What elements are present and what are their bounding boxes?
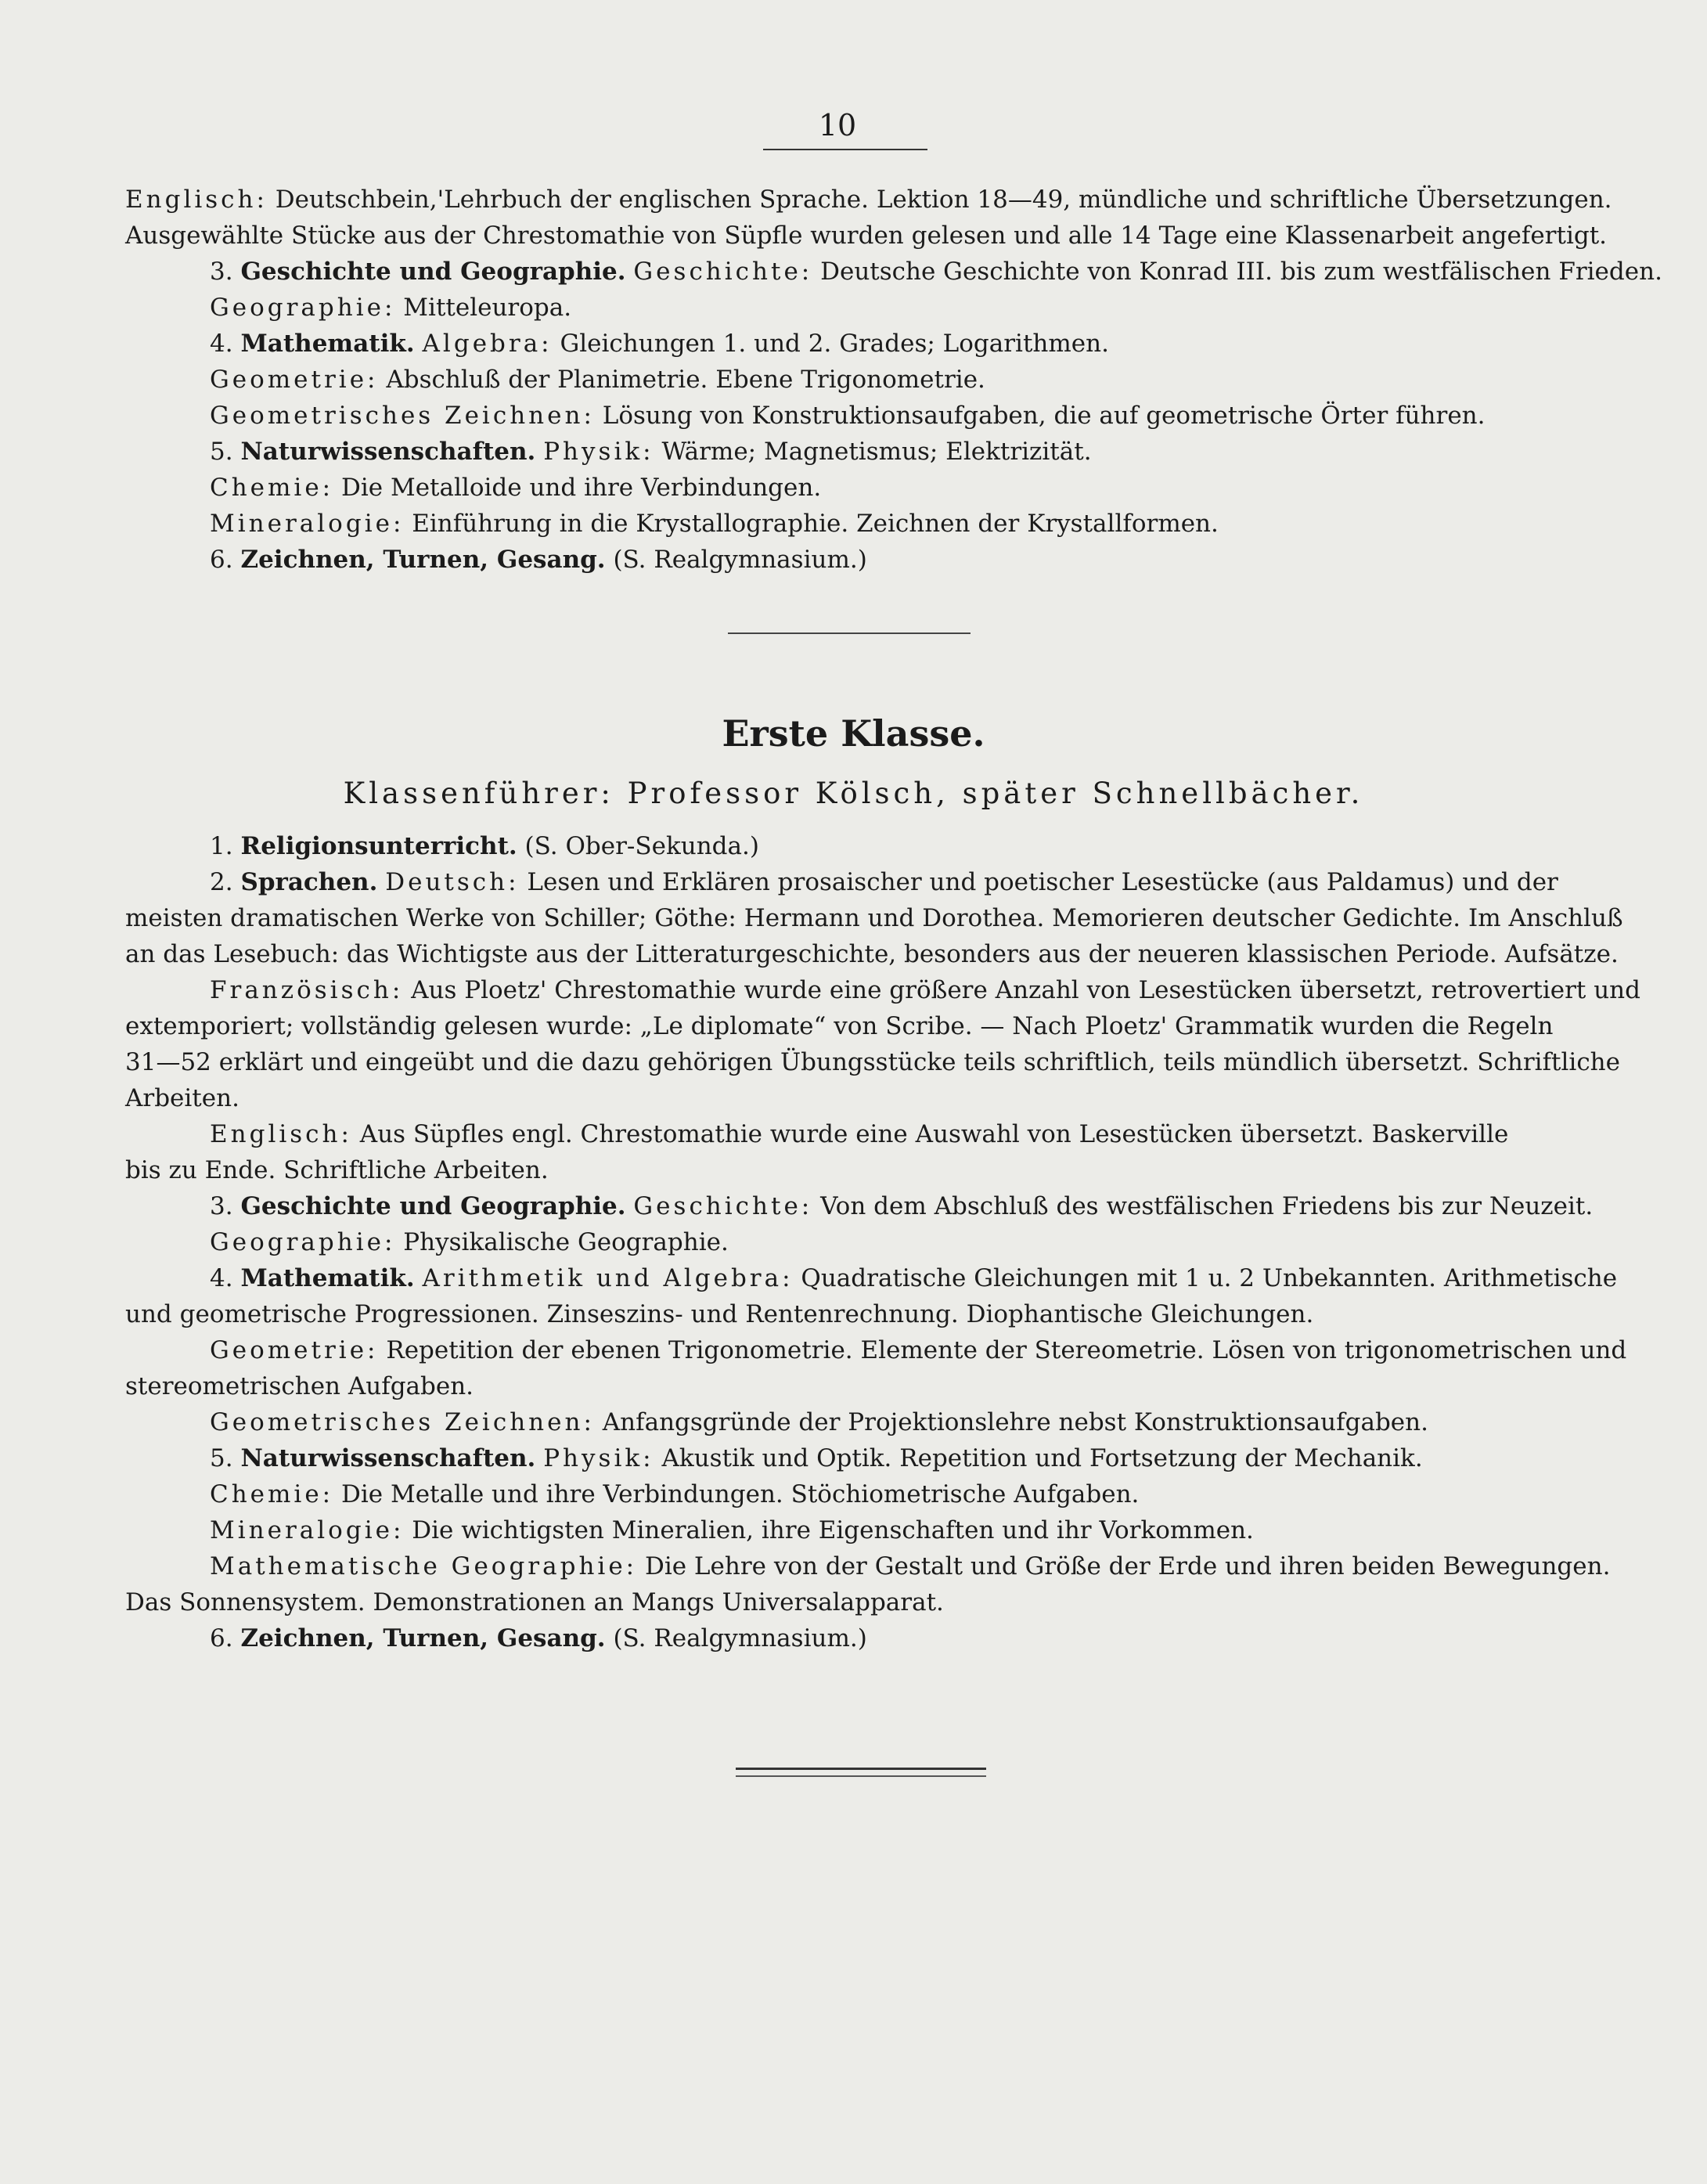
text-segment: Deutschbein,'Lehrbuch der englischen Sprache. Lektion 18—49, mündliche und schriftliche Übersetzungen.: [267, 186, 1612, 214]
topic-label: Geometrisches Zeichnen:: [210, 402, 595, 430]
text-line: [125, 1548, 1611, 1584]
text-segment: Einführung in die Krystallographie. Zeichnen der Krystallformen.: [404, 510, 1219, 538]
text-segment: [377, 868, 385, 896]
text-line: [125, 1008, 1577, 1044]
text-line: [125, 864, 1577, 900]
topic-label: Algebra:: [422, 330, 553, 358]
text-segment: Physikalische Geographie.: [395, 1228, 729, 1256]
text-segment: 4.: [210, 1264, 241, 1292]
topic-label: Physik:: [543, 438, 654, 466]
text-segment: Das Sonnensystem. Demonstrationen an Mangs Universalapparat.: [125, 1588, 944, 1616]
text-line: [125, 398, 1577, 434]
topic-label: Geographie:: [210, 294, 396, 322]
text-line: [125, 1620, 1577, 1656]
text-line: [125, 542, 1577, 578]
topic-label: Physik:: [543, 1444, 654, 1472]
text-line: [125, 1044, 1620, 1080]
text-segment: 5.: [210, 1444, 241, 1472]
text-line: [125, 362, 1577, 398]
text-line: [125, 972, 1640, 1008]
text-segment: Quadratische Gleichungen mit 1 u. 2 Unbekannten. Arithmetische: [793, 1264, 1618, 1292]
text-segment: Mitteleuropa.: [395, 294, 572, 322]
text-segment: und geometrische Progressionen. Zinseszins- und Rentenrechnung. Diophantische Gleichungen.: [125, 1300, 1314, 1328]
text-segment: 31—52 erklärt und eingeübt und die dazu gehörigen Übungsstücke teils schriftlich, teils mündlich übersetzt. Schriftliche: [125, 1048, 1620, 1076]
text-line: [125, 900, 1623, 936]
topic-label: Chemie:: [210, 1480, 334, 1508]
text-segment: Aus Ploetz' Chrestomathie wurde eine größere Anzahl von Lesestücken übersetzt, retrovertiert und: [403, 976, 1640, 1004]
page-number: 10: [818, 108, 857, 142]
text-line: [125, 1368, 1577, 1404]
text-segment: 6.: [210, 1624, 241, 1652]
text-line: [125, 1476, 1577, 1512]
text-segment: (S. Realgymnasium.): [605, 546, 867, 574]
text-line: [125, 936, 1619, 972]
text-line: [125, 254, 1662, 290]
text-line: [125, 1440, 1577, 1476]
text-segment: extemporiert; vollständig gelesen wurde: „Le diplomate“ von Scribe. — Nach Ploetz' Grammatik wurden die Regeln: [125, 1012, 1554, 1040]
text-line: [125, 1080, 1577, 1116]
text-segment: 4.: [210, 330, 241, 358]
text-segment: Lesen und Erklären prosaischer und poetischer Lesestücke (aus Paldamus) und der: [519, 868, 1558, 896]
topic-label: Arithmetik und Algebra:: [422, 1264, 794, 1292]
topic-label: Mineralogie:: [210, 510, 405, 538]
subject-heading: Geschichte und Geographie.: [240, 258, 626, 286]
text-segment: Wärme; Magnetismus; Elektrizität.: [654, 438, 1092, 466]
text-line: [125, 1188, 1594, 1224]
text-line: [125, 1584, 1577, 1620]
text-segment: 3.: [210, 258, 241, 286]
topic-label: Englisch:: [125, 186, 268, 214]
bottom-section-text: [125, 828, 1640, 1656]
topic-label: Mathematische Geographie:: [210, 1552, 638, 1580]
topic-label: Geographie:: [210, 1228, 396, 1256]
text-segment: [535, 438, 543, 466]
section-subheading: Klassenführer: Professor Kölsch, später Schnellbächer.: [343, 777, 1364, 810]
text-segment: Gleichungen 1. und 2. Grades; Logarithmen.: [552, 330, 1109, 358]
text-segment: stereometrischen Aufgaben.: [125, 1372, 474, 1400]
topic-label: Geometrie:: [210, 366, 379, 394]
text-segment: Die Metalloide und ihre Verbindungen.: [333, 474, 822, 502]
text-segment: [626, 1192, 634, 1220]
section-divider: [728, 632, 971, 634]
text-line: [125, 1512, 1577, 1548]
text-line: [125, 218, 1608, 254]
text-line: [125, 434, 1577, 470]
end-rule-second: [736, 1775, 986, 1777]
page-number-rule: [763, 149, 927, 150]
subject-heading: Zeichnen, Turnen, Gesang.: [240, 1624, 606, 1652]
topic-label: Englisch:: [210, 1120, 352, 1148]
topic-label: Chemie:: [210, 474, 334, 502]
topic-label: Geschichte:: [633, 1192, 813, 1220]
text-segment: Die Metalle und ihre Verbindungen. Stöchiometrische Aufgaben.: [333, 1480, 1140, 1508]
topic-label: Geometrie:: [210, 1336, 379, 1364]
text-line: [125, 1260, 1618, 1296]
topic-label: Französisch:: [210, 976, 404, 1004]
subject-heading: Naturwissenschaften.: [240, 438, 536, 466]
text-segment: [415, 330, 423, 358]
text-segment: Akustik und Optik. Repetition und Fortsetzung der Mechanik.: [654, 1444, 1423, 1472]
text-segment: Von dem Abschluß des westfälischen Friedens bis zur Neuzeit.: [812, 1192, 1594, 1220]
text-line: [125, 1296, 1577, 1332]
text-segment: Repetition der ebenen Trigonometrie. Elemente der Stereometrie. Lösen von trigonometrischen und: [378, 1336, 1627, 1364]
topic-label: Geometrisches Zeichnen:: [210, 1408, 595, 1436]
subject-heading: Zeichnen, Turnen, Gesang.: [240, 546, 606, 574]
subject-heading: Mathematik.: [240, 1264, 415, 1292]
text-line: [125, 290, 1577, 326]
text-segment: Aus Süpfles engl. Chrestomathie wurde eine Auswahl von Lesestücken übersetzt. Baskerville: [351, 1120, 1509, 1148]
text-line: [125, 1152, 1577, 1188]
subject-heading: Geschichte und Geographie.: [240, 1192, 626, 1220]
text-segment: Ausgewählte Stücke aus der Chrestomathie von Süpfle wurden gelesen und alle 14 Tage eine Klassenarbeit angefertigt.: [125, 222, 1608, 250]
text-segment: (S. Realgymnasium.): [605, 1624, 867, 1652]
text-segment: an das Lesebuch: das Wichtigste aus der Litteraturgeschichte, besonders aus der neueren klassischen Periode. Aufsätze.: [125, 940, 1619, 968]
text-segment: 3.: [210, 1192, 241, 1220]
text-segment: [415, 1264, 423, 1292]
section-heading: Erste Klasse.: [722, 712, 985, 755]
topic-label: Deutsch:: [385, 868, 520, 896]
text-line: [125, 470, 1577, 506]
text-segment: Die wichtigsten Mineralien, ihre Eigenschaften und ihr Vorkommen.: [404, 1516, 1254, 1544]
text-line: [125, 1224, 1577, 1260]
text-line: [125, 828, 1577, 864]
text-segment: meisten dramatischen Werke von Schiller; Göthe: Hermann und Dorothea. Memorieren deutscher Gedichte. Im Anschluß: [125, 904, 1623, 932]
topic-label: Geschichte:: [633, 258, 813, 286]
topic-label: Mineralogie:: [210, 1516, 405, 1544]
text-segment: [535, 1444, 543, 1472]
text-segment: bis zu Ende. Schriftliche Arbeiten.: [125, 1156, 549, 1184]
text-segment: Deutsche Geschichte von Konrad III. bis zum westfälischen Frieden.: [812, 258, 1662, 286]
text-line: [125, 1332, 1627, 1368]
text-segment: 6.: [210, 546, 241, 574]
text-segment: 2.: [210, 868, 241, 896]
subject-heading: Religionsunterricht.: [240, 832, 517, 860]
text-line: [125, 326, 1577, 362]
subject-heading: Naturwissenschaften.: [240, 1444, 536, 1472]
text-segment: [626, 258, 634, 286]
text-line: [125, 506, 1577, 542]
subject-heading: Sprachen.: [240, 868, 378, 896]
text-segment: Die Lehre von der Gestalt und Größe der Erde und ihren beiden Bewegungen.: [637, 1552, 1611, 1580]
text-segment: Abschluß der Planimetrie. Ebene Trigonometrie.: [378, 366, 985, 394]
end-rule: [736, 1768, 986, 1770]
text-line: [125, 1116, 1577, 1152]
top-section-text: [125, 182, 1662, 578]
text-segment: Arbeiten.: [125, 1084, 239, 1112]
text-segment: 5.: [210, 438, 241, 466]
text-segment: Lösung von Konstruktionsaufgaben, die auf geometrische Örter führen.: [594, 402, 1486, 430]
text-segment: Anfangsgründe der Projektionslehre nebst Konstruktionsaufgaben.: [594, 1408, 1428, 1436]
subject-heading: Mathematik.: [240, 330, 415, 358]
text-line: [125, 182, 1612, 218]
text-line: [125, 1404, 1577, 1440]
text-segment: (S. Ober-Sekunda.): [517, 832, 759, 860]
text-segment: 1.: [210, 832, 241, 860]
